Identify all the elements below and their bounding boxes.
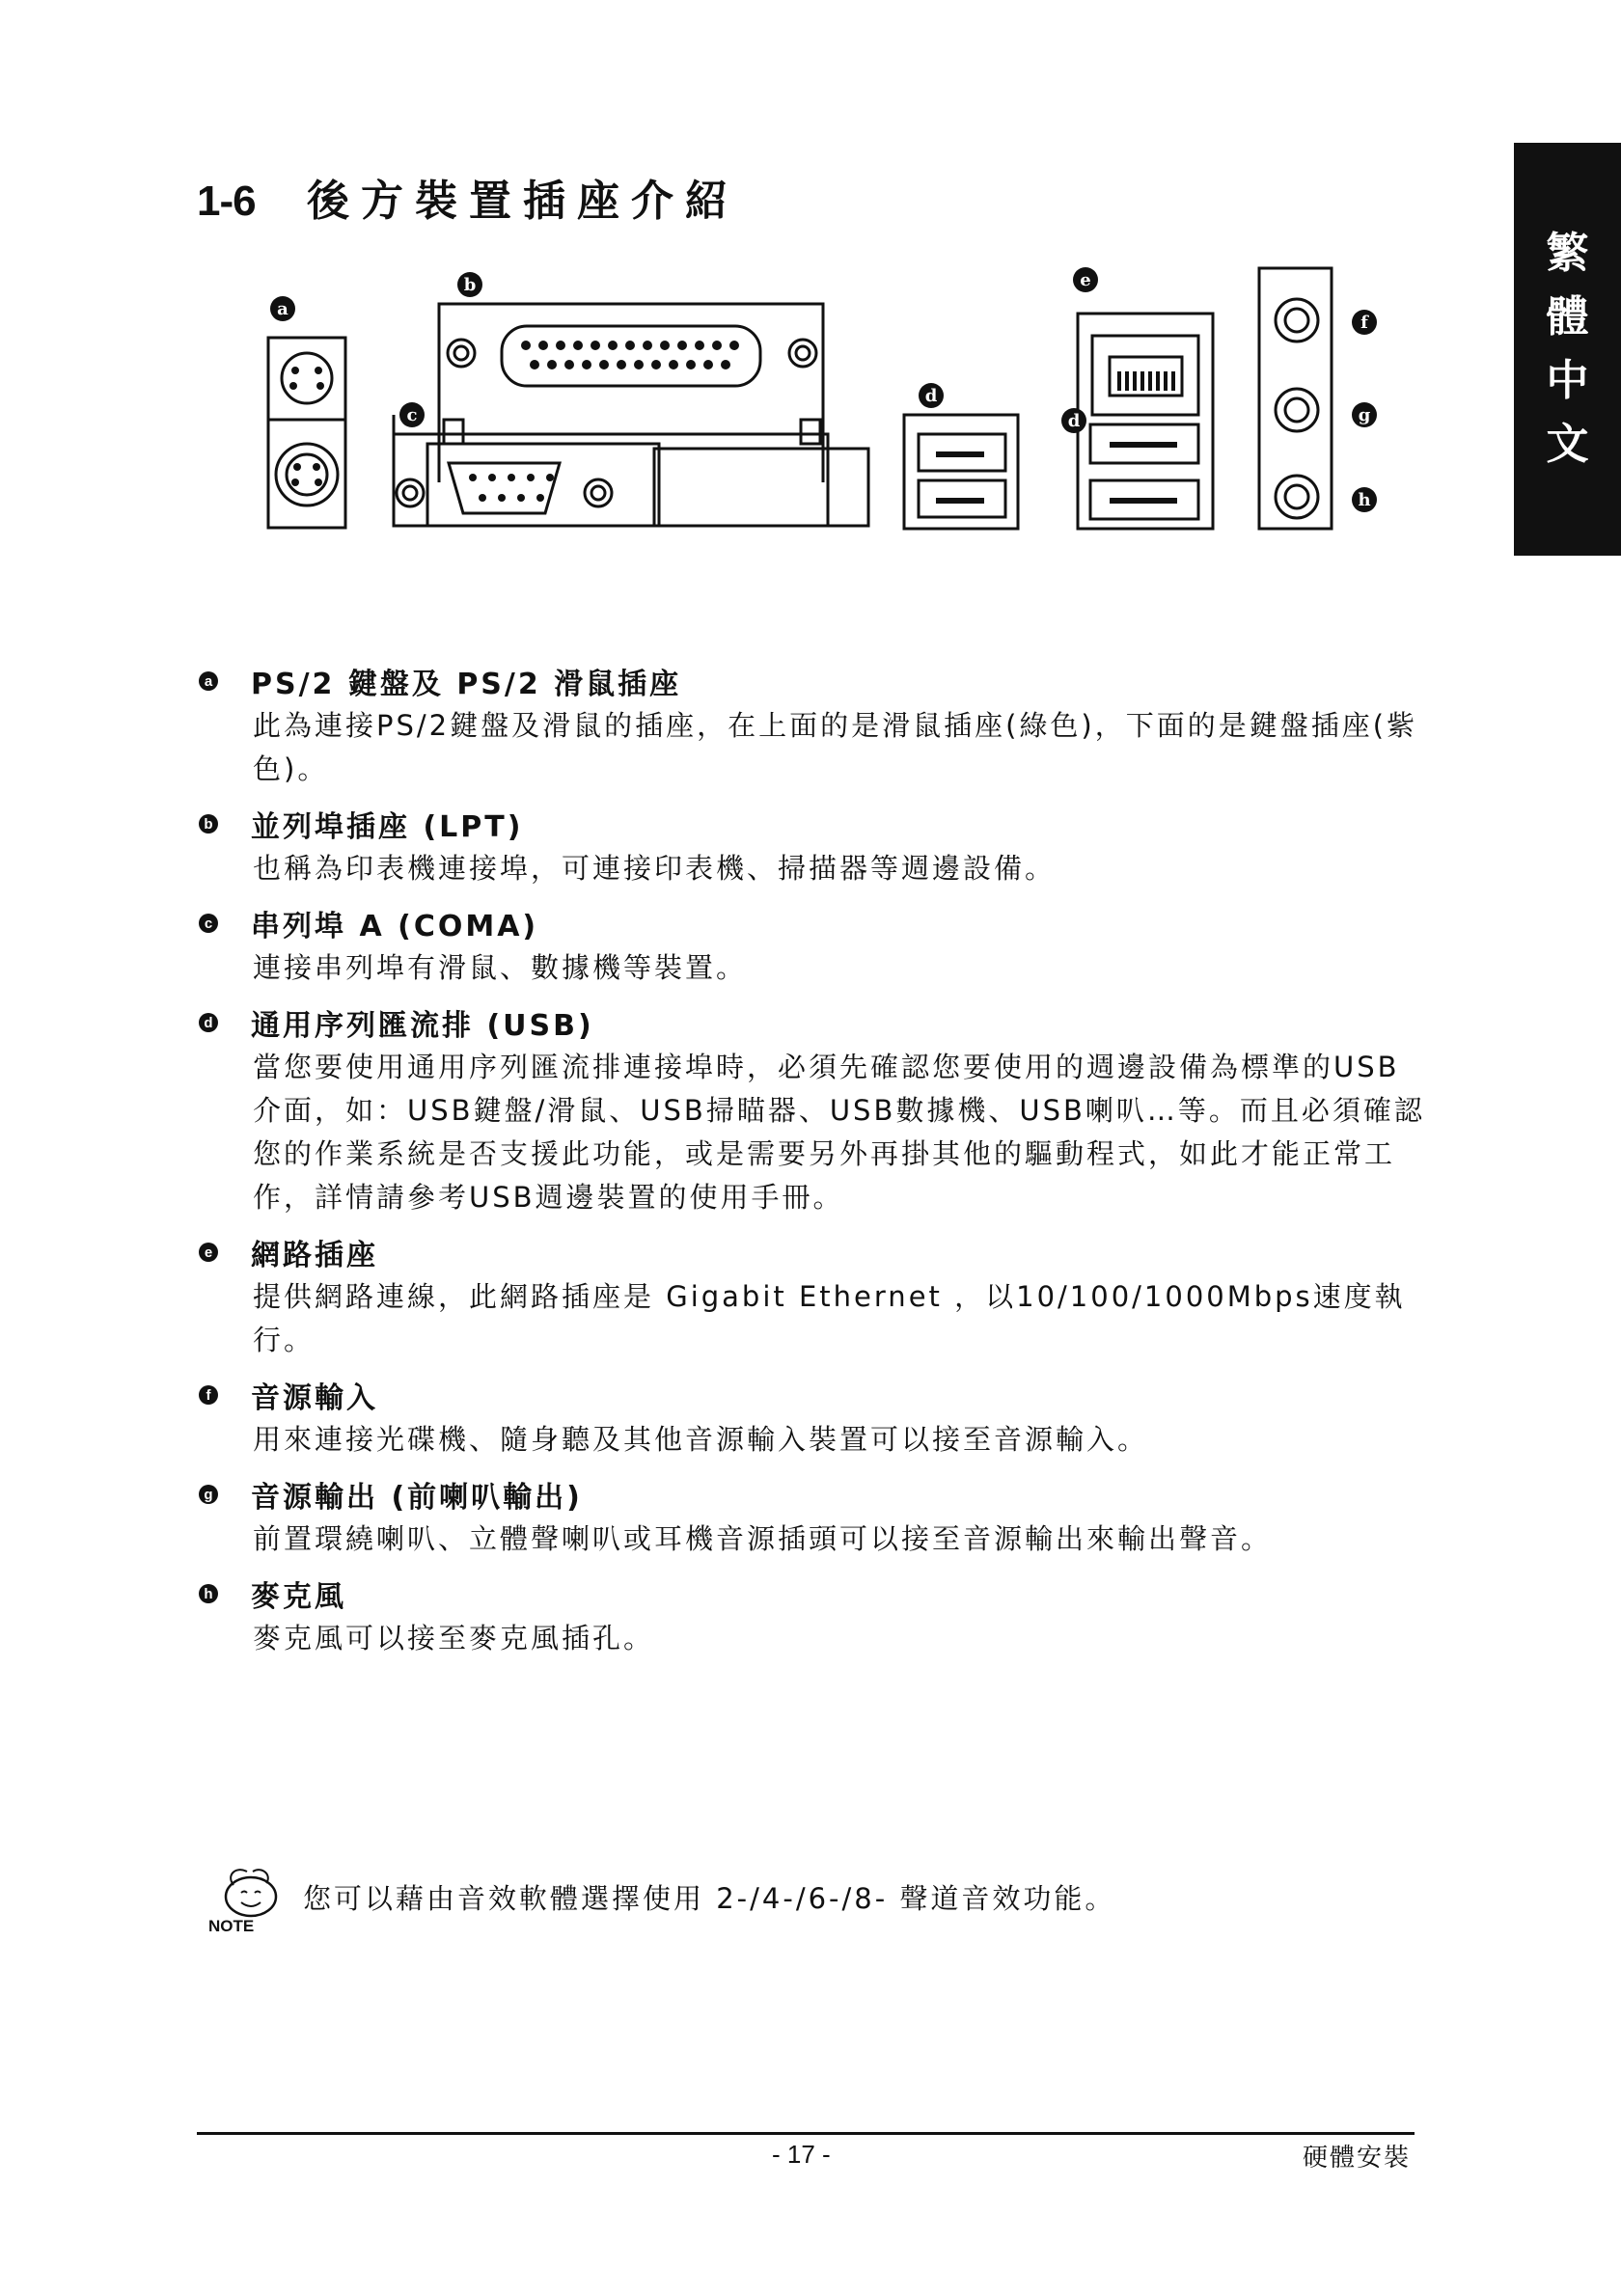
rj45-contacts (1117, 371, 1175, 391)
language-tab-char: 繁 (1546, 229, 1589, 278)
marker-d-right (1061, 408, 1086, 433)
section-title: 通用序列匯流排 (USB) (251, 1009, 594, 1043)
page-number: - 17 - (772, 2140, 831, 2169)
note-box (205, 1858, 1115, 1935)
audio-jacks (1259, 268, 1332, 529)
section-usb (199, 999, 1453, 1219)
language-tab-char: 文 (1546, 420, 1589, 469)
section-lan (199, 1229, 1453, 1362)
section-title: 音源輸入 (251, 1381, 378, 1415)
svg-text:c: c (406, 405, 418, 425)
marker-h (1352, 487, 1377, 512)
section-body: 用來連接光碟機、隨身聽及其他音源輸入裝置可以接至音源輸入。 (253, 1423, 1149, 1456)
usb-contacts (936, 442, 1177, 504)
language-tab-char: 體 (1546, 292, 1589, 342)
svg-text:NOTE: NOTE (208, 1917, 255, 1935)
section-lpt (199, 801, 1453, 890)
svg-text:f: f (1360, 313, 1368, 333)
section-number: 1-6 (197, 178, 256, 225)
note-text: 您可以藉由音效軟體選擇使用 2-/4-/6-/8- 聲道音效功能。 (303, 1881, 1116, 1915)
note-icon (205, 1858, 293, 1935)
section-title: 後方裝置插座介紹 (307, 177, 739, 226)
section-title: 串列埠 A (COMA) (251, 910, 539, 943)
section-coma (199, 900, 1453, 990)
section-body: 也稱為印表機連接埠，可連接印表機、掃描器等週邊設備。 (253, 852, 1057, 885)
section-title: 麥克風 (251, 1580, 346, 1614)
section-body: 當您要使用通用序列匯流排連接埠時，必須先確認您要使用的週邊設備為標準的USB介面，如：USB鍵盤/滑鼠、USB掃瞄器、USB數據機、USB喇叭…等。而且必須確認您的作業系統是否支援此功能，或是需要另外再掛其他的驅動程式，如此才能正常工作，詳情請參考USB週邊裝置的使用手冊。 (253, 1051, 1425, 1214)
parallel-pins (521, 341, 739, 369)
marker-d-left (919, 383, 944, 408)
section-body: 此為連接PS/2鍵盤及滑鼠的插座，在上面的是滑鼠插座(綠色)，下面的是鍵盤插座(紫色)。 (253, 709, 1418, 785)
section-badge: a (199, 671, 218, 691)
section-title: 網路插座 (251, 1239, 378, 1272)
section-badge: b (199, 814, 218, 834)
svg-text:a: a (277, 299, 288, 319)
section-title: 音源輸出 (前喇叭輸出) (251, 1481, 583, 1515)
serial-port (394, 415, 868, 526)
marker-c (399, 402, 425, 427)
section-badge: g (199, 1485, 218, 1504)
section-title: 並列埠插座 (LPT) (251, 810, 524, 844)
section-title: PS/2 鍵盤及 PS/2 滑鼠插座 (251, 668, 682, 701)
section-badge: c (199, 914, 218, 933)
svg-text:g: g (1358, 405, 1371, 425)
section-badge: d (199, 1013, 218, 1032)
svg-text:h: h (1358, 490, 1371, 510)
section-body: 提供網路連線，此網路插座是 Gigabit Ethernet ，以10/100/1000Mbps速度執行。 (253, 1280, 1406, 1356)
marker-b (457, 272, 482, 297)
svg-text:b: b (463, 275, 477, 295)
footer-rule (197, 2132, 1415, 2135)
ps2-connector-block (268, 338, 345, 528)
svg-text:d: d (1067, 411, 1081, 431)
marker-e (1073, 267, 1098, 292)
usb-stack-left (904, 415, 1018, 529)
section-line-out (199, 1471, 1453, 1561)
ps2-pins (289, 367, 324, 486)
marker-g (1352, 402, 1377, 427)
parallel-port (439, 304, 823, 482)
svg-text:e: e (1080, 270, 1091, 290)
serial-pins (469, 474, 554, 502)
marker-f (1352, 310, 1377, 335)
section-body: 麥克風可以接至麥克風插孔。 (253, 1622, 655, 1654)
section-badge: e (199, 1243, 218, 1262)
connector-descriptions (199, 658, 1453, 1670)
lan-usb-stack (1078, 314, 1213, 529)
section-body: 前置環繞喇叭、立體聲喇叭或耳機音源插頭可以接至音源輸出來輸出聲音。 (253, 1522, 1273, 1555)
section-heading (197, 166, 739, 228)
section-badge: f (199, 1385, 218, 1405)
svg-text:d: d (924, 386, 938, 406)
section-badge: h (199, 1584, 218, 1603)
section-body: 連接串列埠有滑鼠、數據機等裝置。 (253, 951, 748, 984)
rear-panel-diagram (251, 260, 1371, 550)
section-line-in (199, 1372, 1453, 1462)
marker-a (270, 296, 295, 321)
section-ps2 (199, 658, 1453, 791)
section-mic (199, 1571, 1453, 1660)
language-tab (1514, 143, 1621, 556)
footer-section-label: 硬體安裝 (1303, 2144, 1412, 2173)
language-tab-char: 中 (1546, 356, 1589, 405)
